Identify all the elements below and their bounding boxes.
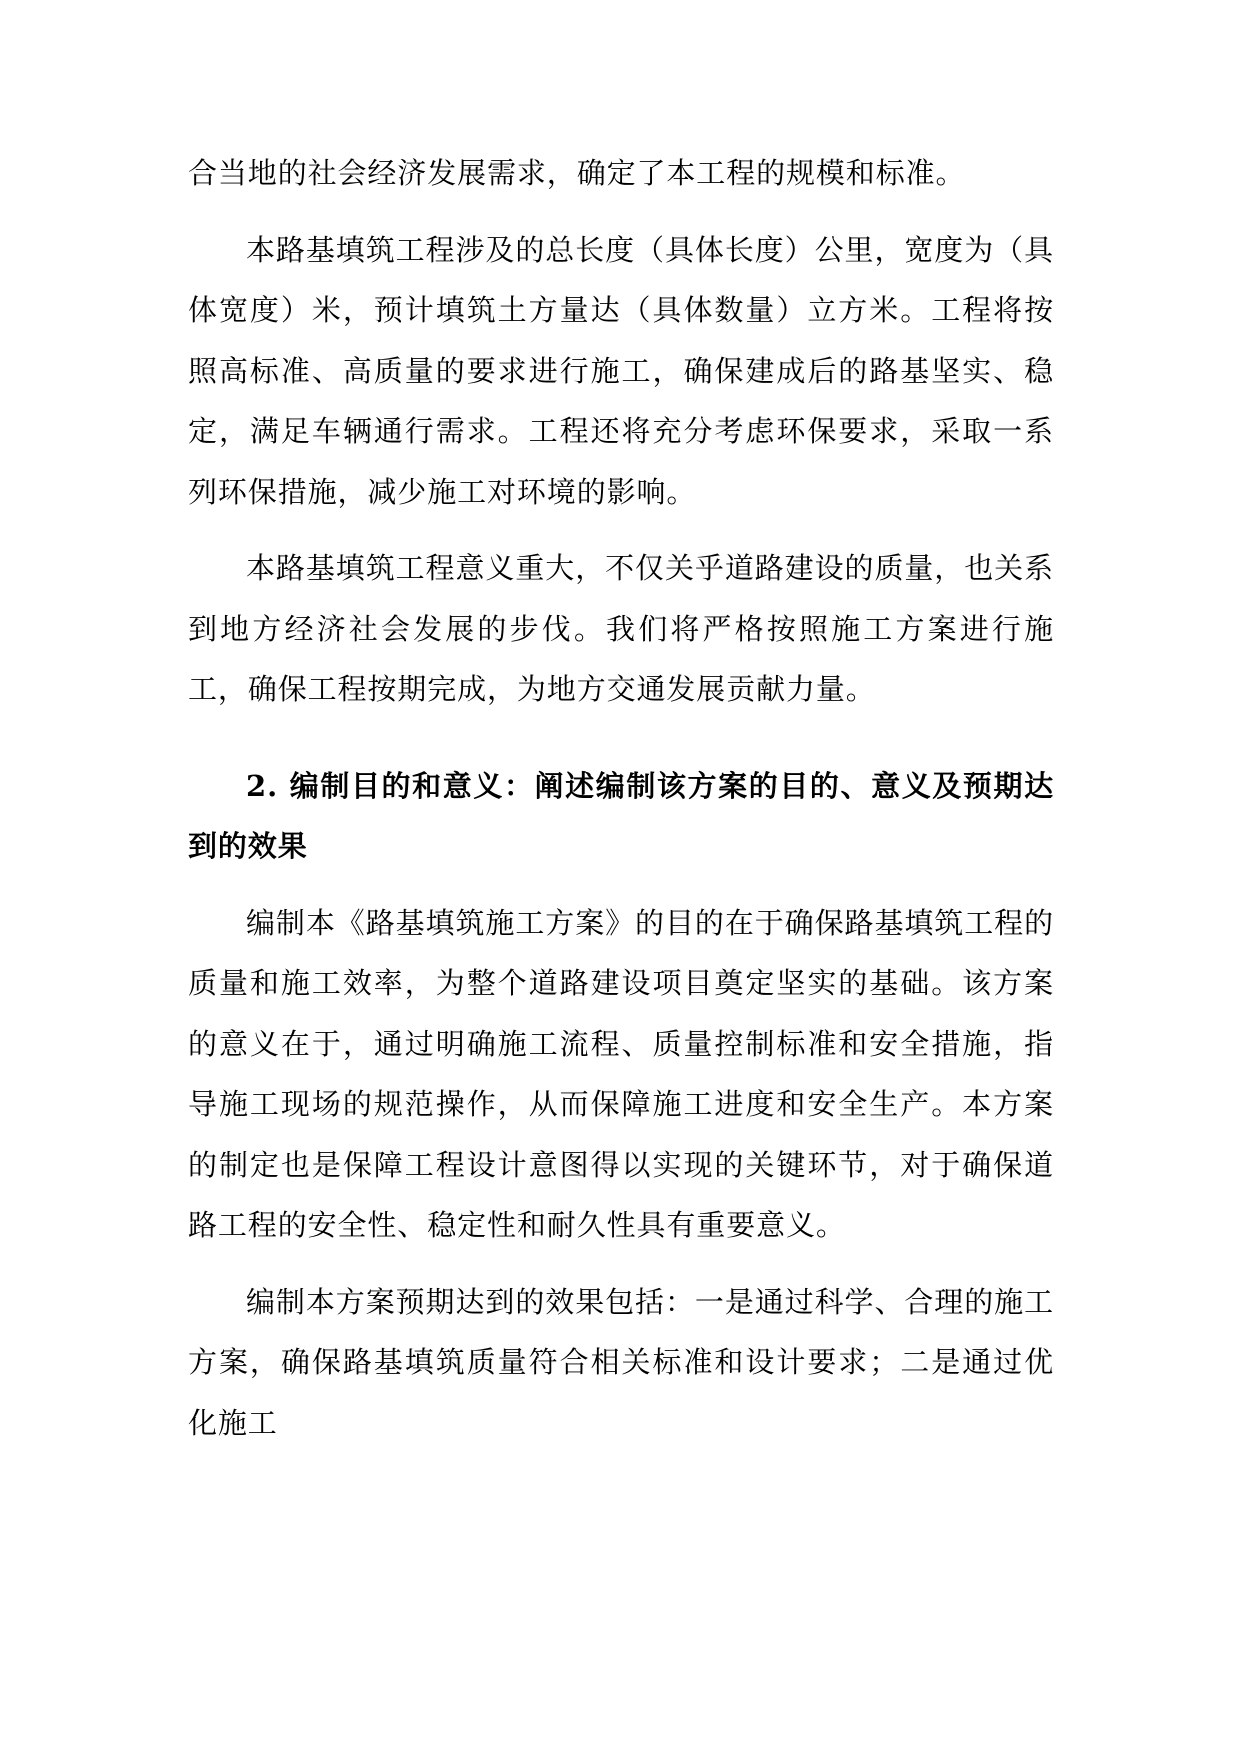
paragraph-spacer bbox=[188, 204, 1054, 220]
section-heading: 2. 编制目的和意义：阐述编制该方案的目的、意义及预期达到的效果 bbox=[188, 768, 1054, 863]
paragraph-spacer bbox=[188, 1256, 1054, 1272]
paragraph-expected-effects: 编制本方案预期达到的效果包括：一是通过科学、合理的施工方案，确保路基填筑质量符合相关标准和设计要求；二是通过优化施工 bbox=[188, 1284, 1054, 1440]
paragraph-project-scope: 本路基填筑工程涉及的总长度（具体长度）公里，宽度为（具体宽度）米，预计填筑土方量达（具体数量）立方米。工程将按照高标准、高质量的要求进行施工，确保建成后的路基坚实、稳定，满足车辆通行需求。工程还将充分考虑环保要求，采取一系列环保措施，减少施工对环境的影响。 bbox=[188, 232, 1054, 509]
paragraph-spacer bbox=[188, 522, 1054, 538]
paragraph-purpose: 编制本《路基填筑施工方案》的目的在于确保路基填筑工程的质量和施工效率，为整个道路建设项目奠定坚实的基础。该方案的意义在于，通过明确施工流程、质量控制标准和安全措施，指导施工现场的规范操作，从而保障施工进度和安全生产。本方案的制定也是保障工程设计意图得以实现的关键环节，对于确保道路工程的安全性、稳定性和耐久性具有重要意义。 bbox=[188, 905, 1054, 1242]
paragraph-continuation: 合当地的社会经济发展需求，确定了本工程的规模和标准。 bbox=[188, 156, 966, 190]
paragraph-project-significance: 本路基填筑工程意义重大，不仅关乎道路建设的质量，也关系到地方经济社会发展的步伐。我们将严格按照施工方案进行施工，确保工程按期完成，为地方交通发展贡献力量。 bbox=[188, 551, 1054, 706]
document-body bbox=[188, 143, 1054, 1453]
paragraph-spacer bbox=[188, 877, 1054, 893]
section-spacer bbox=[188, 720, 1054, 756]
